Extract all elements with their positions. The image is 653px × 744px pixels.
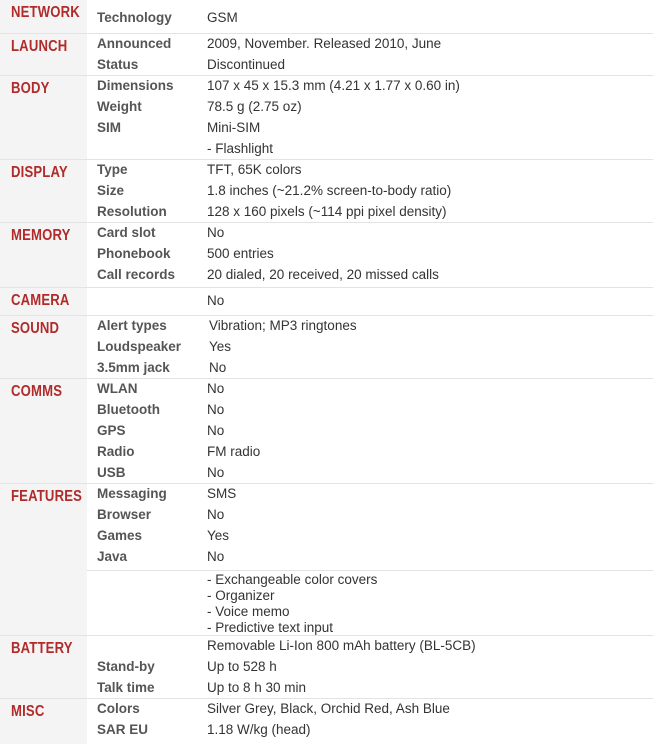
spec-value: Discontinued: [207, 57, 286, 72]
spec-value: 500 entries: [207, 246, 274, 261]
spec-label[interactable]: Radio: [97, 444, 135, 459]
spec-row: [87, 505, 653, 526]
spec-label[interactable]: Type: [97, 162, 128, 177]
spec-value: Up to 528 h: [207, 659, 277, 674]
category-cell: [0, 34, 87, 75]
section-misc: [0, 698, 653, 744]
extra-item: - Exchangeable color covers: [207, 572, 378, 587]
section-body: [0, 75, 653, 159]
spec-value: 2009, November. Released 2010, June: [207, 36, 442, 51]
spec-value: No: [207, 293, 225, 308]
section-title[interactable]: BATTERY: [11, 640, 73, 657]
spec-label[interactable]: Talk time: [97, 680, 155, 695]
section-title[interactable]: MEMORY: [11, 227, 71, 244]
spec-row: [87, 55, 653, 76]
spec-label[interactable]: 3.5mm jack: [97, 360, 170, 375]
spec-value: - Flashlight: [207, 141, 274, 156]
spec-row: [87, 463, 653, 484]
spec-row: [87, 291, 653, 312]
extra-item: - Voice memo: [207, 604, 290, 619]
spec-label[interactable]: Weight: [97, 99, 142, 114]
spec-label[interactable]: Bluetooth: [97, 402, 160, 417]
spec-label[interactable]: WLAN: [97, 381, 138, 396]
spec-label[interactable]: USB: [97, 465, 126, 480]
category-cell: [0, 0, 87, 33]
spec-label[interactable]: Call records: [97, 267, 176, 282]
spec-value: SMS: [207, 486, 237, 501]
section-memory: [0, 222, 653, 287]
category-cell: [0, 636, 87, 698]
section-sound: [0, 315, 653, 378]
spec-row: [87, 244, 653, 265]
section-display: [0, 159, 653, 222]
section-title[interactable]: BODY: [11, 80, 50, 97]
spec-label[interactable]: SAR EU: [97, 722, 149, 737]
category-cell: [0, 699, 87, 744]
spec-label[interactable]: Technology: [97, 10, 172, 25]
spec-label[interactable]: Announced: [97, 36, 172, 51]
spec-value: No: [207, 402, 225, 417]
spec-value: Mini-SIM: [207, 120, 261, 135]
section-title[interactable]: NETWORK: [11, 4, 80, 21]
spec-label[interactable]: Stand-by: [97, 659, 155, 674]
spec-label[interactable]: Dimensions: [97, 78, 174, 93]
spec-row: [87, 265, 653, 286]
spec-row: [87, 379, 653, 400]
spec-label[interactable]: GPS: [97, 423, 126, 438]
spec-label[interactable]: Card slot: [97, 225, 156, 240]
spec-value: Up to 8 h 30 min: [207, 680, 307, 695]
spec-row: [87, 316, 653, 337]
spec-value: 107 x 45 x 15.3 mm (4.21 x 1.77 x 0.60 in): [207, 78, 460, 93]
spec-value: 78.5 g (2.75 oz): [207, 99, 302, 114]
category-cell: [0, 379, 87, 483]
spec-value: 128 x 160 pixels (~114 ppi pixel density): [207, 204, 447, 219]
spec-label[interactable]: SIM: [97, 120, 122, 135]
spec-value: No: [207, 423, 225, 438]
category-cell: [0, 288, 87, 315]
spec-value: No: [207, 381, 225, 396]
spec-row: [87, 160, 653, 181]
spec-value: GSM: [207, 10, 238, 25]
spec-label[interactable]: Size: [97, 183, 125, 198]
spec-label[interactable]: Phonebook: [97, 246, 171, 261]
spec-row: [87, 484, 653, 505]
section-title[interactable]: FEATURES: [11, 488, 83, 505]
spec-label[interactable]: Browser: [97, 507, 152, 522]
spec-label[interactable]: Status: [97, 57, 139, 72]
spec-value: No: [209, 360, 227, 375]
spec-value: Silver Grey, Black, Orchid Red, Ash Blue: [207, 701, 450, 716]
spec-label[interactable]: Games: [97, 528, 143, 543]
section-title[interactable]: CAMERA: [11, 292, 70, 309]
category-cell: [0, 316, 87, 378]
spec-row: [87, 699, 653, 720]
section-camera: [0, 287, 653, 315]
spec-row: [87, 657, 653, 678]
category-cell: [0, 223, 87, 287]
spec-value: Yes: [209, 339, 232, 354]
spec-row: [87, 421, 653, 442]
spec-value: No: [207, 225, 225, 240]
spec-row: [87, 547, 653, 568]
spec-value: Vibration; MP3 ringtones: [209, 318, 357, 333]
spec-row: [87, 337, 653, 358]
spec-row: [87, 720, 653, 741]
spec-row: [87, 678, 653, 699]
spec-row: [87, 358, 653, 379]
spec-value: TFT, 65K colors: [207, 162, 302, 177]
spec-row: [87, 139, 653, 160]
spec-row: [87, 526, 653, 547]
category-cell: [0, 76, 87, 159]
spec-value: 20 dialed, 20 received, 20 missed calls: [207, 267, 439, 282]
category-cell: [0, 484, 87, 635]
extra-item: - Organizer: [207, 588, 275, 603]
section-battery: [0, 635, 653, 698]
spec-label[interactable]: Loudspeaker: [97, 339, 182, 354]
section-launch: [0, 33, 653, 75]
section-network: [0, 0, 653, 33]
spec-value: No: [207, 507, 225, 522]
section-comms: [0, 378, 653, 483]
spec-label[interactable]: Messaging: [97, 486, 167, 501]
spec-row-extras: [87, 570, 653, 635]
spec-row: [87, 97, 653, 118]
section-title[interactable]: MISC: [11, 703, 45, 720]
spec-value: 1.8 inches (~21.2% screen-to-body ratio): [207, 183, 452, 198]
spec-label[interactable]: Alert types: [97, 318, 167, 333]
spec-value: No: [207, 549, 225, 564]
spec-row: [87, 34, 653, 55]
section-title[interactable]: LAUNCH: [11, 38, 68, 55]
spec-row: [87, 442, 653, 463]
spec-row: [87, 76, 653, 97]
spec-row: [87, 202, 653, 223]
section-title[interactable]: DISPLAY: [11, 164, 68, 181]
spec-value: Removable Li-Ion 800 mAh battery (BL-5CB): [207, 638, 476, 653]
spec-label[interactable]: Java: [97, 549, 128, 564]
spec-label[interactable]: Resolution: [97, 204, 167, 219]
spec-value: No: [207, 465, 225, 480]
spec-value: Yes: [207, 528, 230, 543]
extra-item: - Predictive text input: [207, 620, 334, 635]
spec-row: [87, 181, 653, 202]
spec-row: [87, 8, 653, 29]
spec-label[interactable]: Colors: [97, 701, 140, 716]
extras-list: [207, 572, 377, 636]
section-features: [0, 483, 653, 635]
spec-row: [87, 223, 653, 244]
spec-row: [87, 400, 653, 421]
category-cell: [0, 160, 87, 222]
spec-row: [87, 118, 653, 139]
spec-value: 1.18 W/kg (head): [207, 722, 311, 737]
section-title[interactable]: SOUND: [11, 320, 60, 337]
spec-value: FM radio: [207, 444, 261, 459]
spec-row: [87, 636, 653, 657]
section-title[interactable]: COMMS: [11, 383, 63, 400]
